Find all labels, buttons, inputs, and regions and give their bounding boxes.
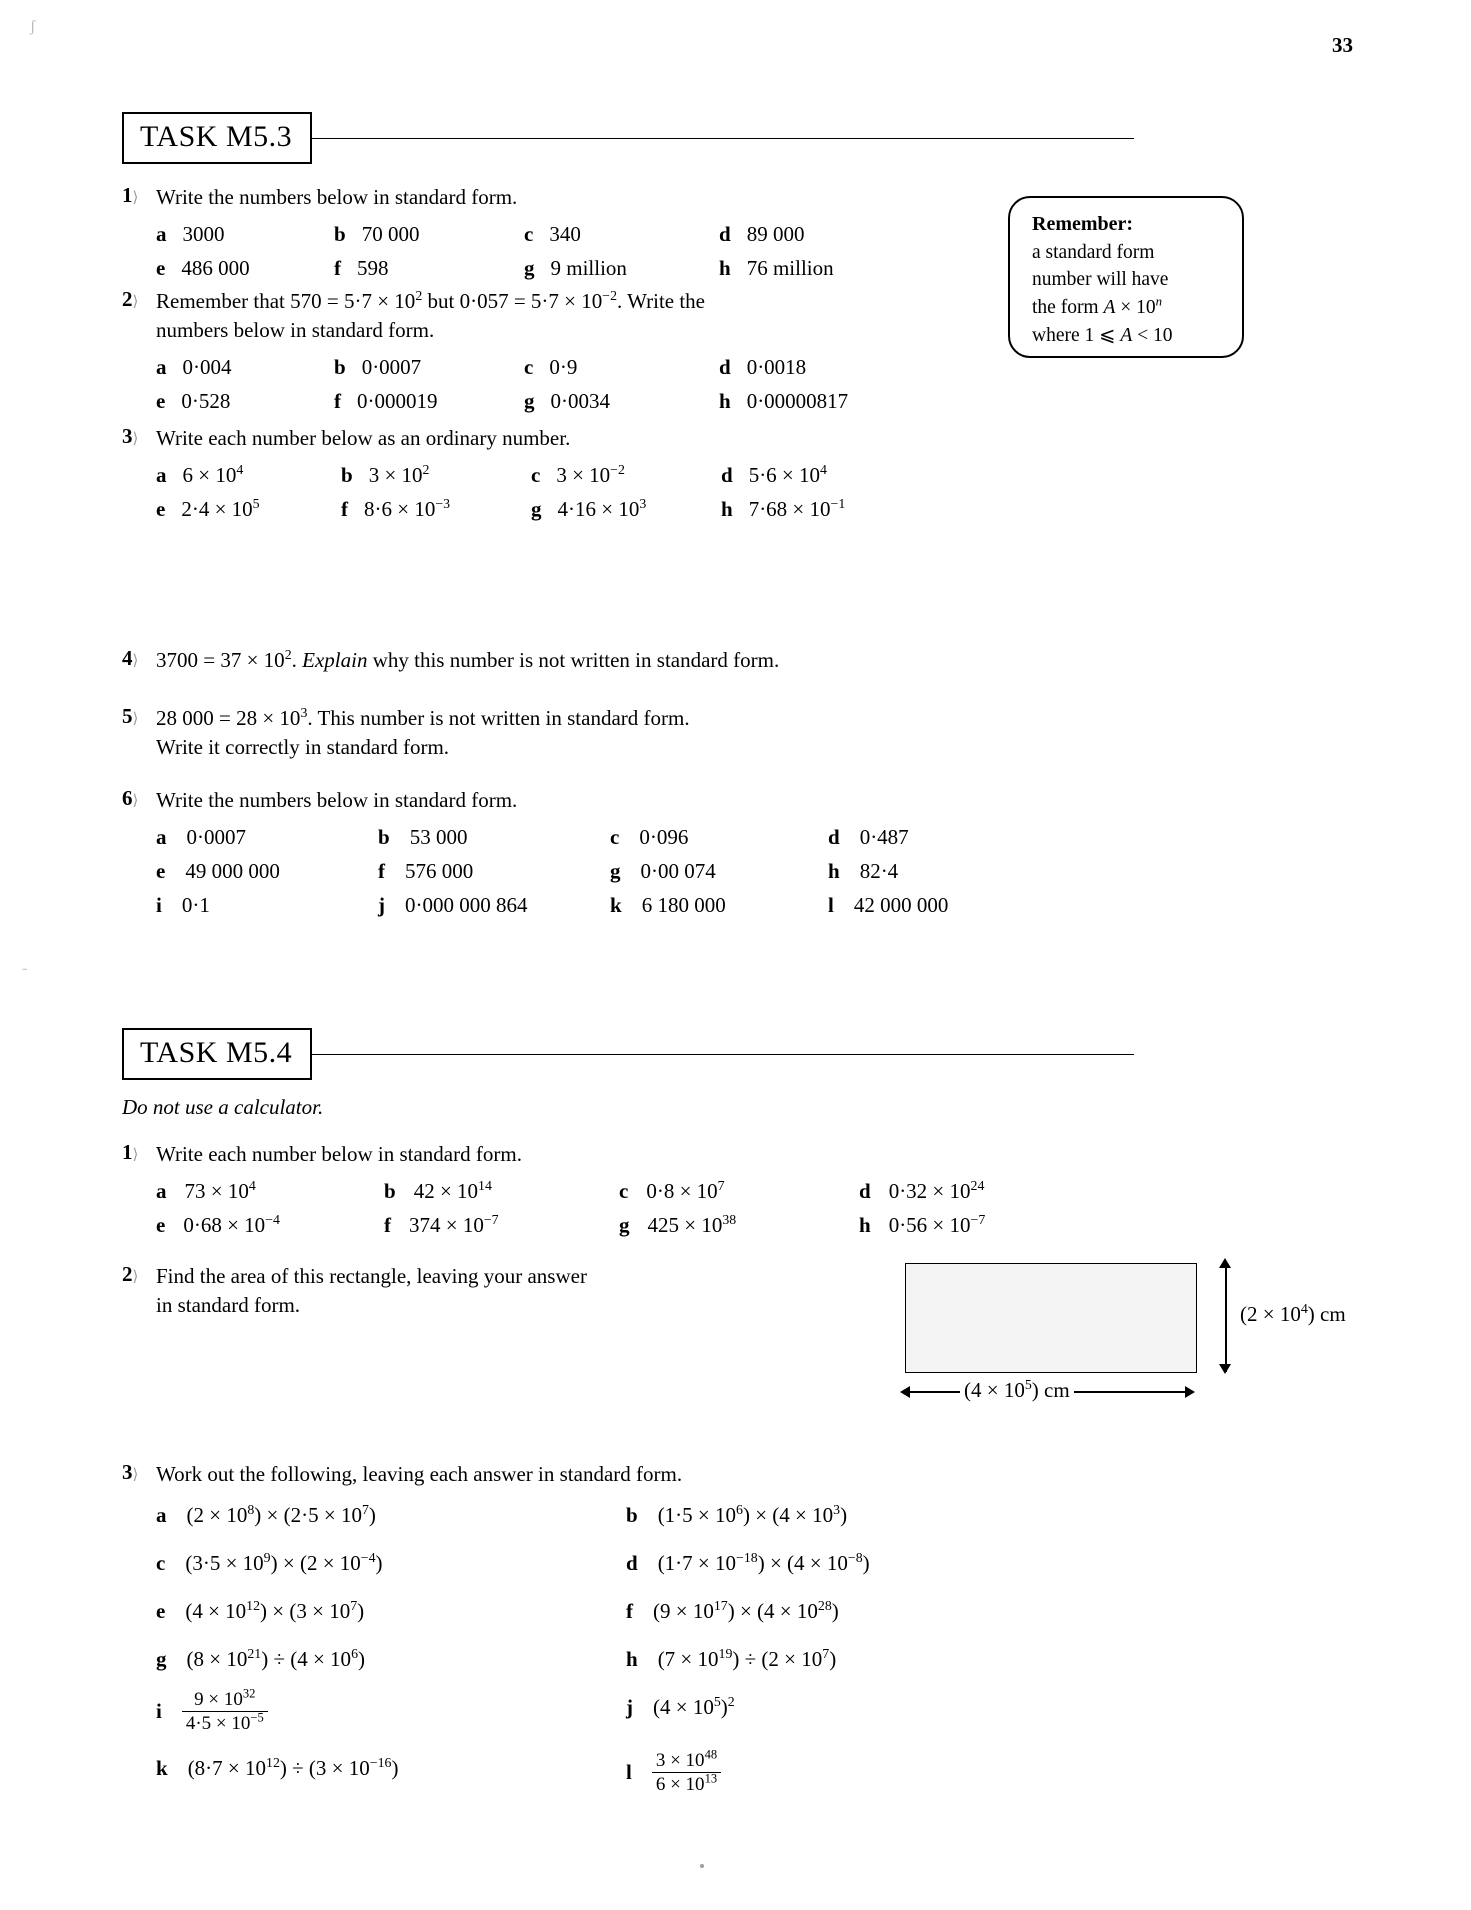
item-c: c $0\cdot 8 \times 10^7$	[619, 1177, 725, 1203]
item-expression: $(4 \times 10^{12}) \times (3 \times 10^7)$	[185, 1598, 365, 1623]
question-2-m53	[122, 287, 1022, 418]
item-f	[626, 1594, 1096, 1628]
task-title-m53: TASK M5.3	[122, 112, 312, 164]
item-f: f $374 \times 10^{-7}$	[384, 1211, 499, 1237]
question-1-m53	[122, 183, 1022, 285]
remember-line-3: the form $A \times 10^n$	[1032, 294, 1163, 319]
question-number: 5⟩	[122, 704, 139, 728]
item-label: a	[156, 1502, 167, 1527]
item-b: b $3 \times 10^2$	[341, 461, 430, 487]
arrow-up-icon	[1219, 1258, 1231, 1268]
item-e: e 486 000	[156, 255, 250, 280]
item-g: g $425 \times 10^{38}$	[619, 1211, 737, 1237]
item-e	[156, 1594, 626, 1628]
item-h: h 82·4	[828, 858, 899, 883]
question-stem-line1: Remember that $570 = 5\cdot 7 \times 10^2$ but $0\cdot 057 = 5\cdot 7 \times 10^{-2}$. Write the	[156, 288, 706, 313]
answer-grid-m54-q3	[156, 1498, 1096, 1798]
item-expression: $(4 \times 10^5)^2$	[653, 1694, 735, 1720]
item-h: h 0·00000817	[719, 388, 849, 413]
arrow-left-icon	[900, 1386, 910, 1398]
item-k	[156, 1751, 626, 1798]
rectangle-diagram	[900, 1258, 1346, 1438]
item-expression: $(8\cdot 7 \times 10^{12}) \div (3 \times 10^{-16})$	[187, 1754, 399, 1780]
answer-grid-q1	[156, 217, 919, 285]
question-stem-line2: Write it correctly in standard form.	[156, 734, 450, 759]
item-c	[156, 1546, 626, 1580]
item-d: d $0\cdot 32 \times 10^{24}$	[859, 1177, 985, 1203]
question-stem: Write the numbers below in standard form.	[156, 788, 518, 812]
remember-line-2: number will have	[1032, 269, 1169, 291]
item-c: c $3 \times 10^{-2}$	[531, 461, 625, 487]
item-a: a $6 \times 10^4$	[156, 461, 244, 487]
item-expression: $(2 \times 10^8) \times (2\cdot 5 \times 10^7)$	[186, 1501, 376, 1527]
height-dimension-line	[1225, 1262, 1227, 1372]
item-a: a $73 \times 10^4$	[156, 1177, 256, 1203]
question-stem: $3700 = 37 \times 10^2$. Explain why this number is not written in standard form.	[156, 647, 780, 672]
question-stem-line2: numbers below in standard form.	[156, 317, 435, 342]
question-3-m54	[122, 1460, 1182, 1798]
item-f: f $8\cdot 6 \times 10^{-3}$	[341, 495, 451, 521]
item-d: d $5\cdot 6 \times 10^4$	[721, 461, 827, 487]
item-g	[156, 1642, 626, 1676]
item-expression: $(9 \times 10^{17}) \times (4 \times 10^{28})$	[653, 1598, 839, 1623]
arrow-right-icon	[1185, 1386, 1195, 1398]
item-j	[626, 1690, 1096, 1737]
question-6-m53	[122, 786, 1102, 922]
item-label: i	[156, 1699, 162, 1724]
item-a: a 3000	[156, 221, 225, 246]
item-g: g 0·0034	[524, 388, 610, 413]
item-expression: $(1\cdot 5 \times 10^6) \times (4 \times 10^3)$	[657, 1501, 848, 1527]
item-expression: $\frac{3 \times 10^{48}}{6 \times 10^{13}}$	[652, 1751, 721, 1798]
item-g: g $4\cdot 16 \times 10^3$	[531, 495, 647, 521]
height-label: $(2 \times 10^4)$ cm	[1240, 1301, 1346, 1326]
question-stem: Write the numbers below in standard form.	[156, 185, 518, 209]
item-d: d 0·0018	[719, 354, 807, 379]
question-number: 3⟩	[122, 424, 139, 448]
question-number: 1⟩	[122, 183, 139, 207]
item-h: h 76 million	[719, 255, 834, 280]
item-b: b 0·0007	[334, 354, 422, 379]
item-i: i 0·1	[156, 893, 210, 917]
item-f: f 598	[334, 255, 389, 280]
item-expression: $(8 \times 10^{21}) \div (4 \times 10^6)$	[186, 1646, 365, 1672]
question-stem: Write each number below in standard form.	[156, 1142, 522, 1166]
item-i	[156, 1686, 626, 1737]
question-stem: Write each number below as an ordinary number.	[156, 426, 571, 450]
question-2-m54	[122, 1262, 822, 1320]
item-label: c	[156, 1550, 166, 1575]
scan-artifact-mark: ʃ	[30, 18, 36, 35]
item-e: e 49 000 000	[156, 858, 280, 883]
question-stem: Work out the following, leaving each answer in standard form.	[156, 1462, 683, 1486]
item-d: d 89 000	[719, 221, 805, 246]
item-label: e	[156, 1599, 166, 1623]
answer-grid-q3	[156, 458, 921, 526]
item-d: d 0·487	[828, 824, 909, 849]
task-header-m53	[122, 112, 1134, 164]
remember-line-1: a standard form	[1032, 241, 1155, 263]
item-l: l 42 000 000	[828, 893, 949, 917]
arrow-down-icon	[1219, 1364, 1231, 1374]
item-g: g 0·00 074	[610, 858, 716, 883]
item-l	[626, 1747, 1096, 1798]
item-c: c 340	[524, 221, 581, 246]
remember-title: Remember:	[1032, 213, 1134, 235]
item-b: b $42 \times 10^{14}$	[384, 1177, 492, 1203]
item-e: e $0\cdot 68 \times 10^{-4}$	[156, 1211, 280, 1237]
item-label: k	[156, 1755, 168, 1780]
item-h	[626, 1642, 1096, 1676]
width-label: $(4 \times 10^5)$ cm	[960, 1378, 1074, 1403]
question-number: 2⟩	[122, 1262, 139, 1286]
question-number: 4⟩	[122, 646, 139, 670]
question-number: 6⟩	[122, 786, 139, 810]
scan-artifact-mark-2: -	[22, 960, 28, 977]
item-expression: $(3\cdot 5 \times 10^9) \times (2 \times 10^{-4})$	[185, 1549, 383, 1575]
question-stem-line1: Find the area of this rectangle, leaving your answer	[156, 1264, 587, 1288]
item-label: d	[626, 1550, 638, 1575]
calculator-note: Do not use a calculator.	[122, 1095, 324, 1119]
item-expression: $\frac{9 \times 10^{32}}{4\cdot 5 \times 10^{-5}}$	[182, 1690, 268, 1737]
item-c: c 0·096	[610, 824, 689, 849]
item-h: h $0\cdot 56 \times 10^{-7}$	[859, 1211, 986, 1237]
item-e: e 0·528	[156, 388, 231, 413]
item-label: j	[626, 1695, 633, 1720]
item-label: g	[156, 1647, 167, 1672]
item-b: b 70 000	[334, 221, 420, 246]
item-d	[626, 1546, 1096, 1580]
answer-grid-q2	[156, 350, 919, 418]
item-b	[626, 1498, 1096, 1532]
item-j: j 0·000 000 864	[378, 893, 528, 917]
scan-artifact-dot	[700, 1864, 704, 1868]
answer-grid-m54-q1	[156, 1174, 1109, 1242]
task-title-m54: TASK M5.4	[122, 1028, 312, 1080]
question-number: 3⟩	[122, 1460, 139, 1484]
item-f: f 576 000	[378, 858, 474, 883]
question-4-m53	[122, 646, 1102, 675]
task-rule-m54	[310, 1054, 1134, 1055]
question-stem-line1: 28 $000 = 28 \times 10^3$. This number is not written in standard form.	[156, 705, 690, 730]
question-3-m53	[122, 424, 1022, 526]
remember-callout-box	[1008, 196, 1244, 358]
item-label: l	[626, 1760, 632, 1785]
item-c: c 0·9	[524, 354, 578, 379]
question-1-m54	[122, 1140, 1182, 1242]
question-number: 1⟩	[122, 1140, 139, 1164]
item-a: a 0·0007	[156, 824, 246, 849]
rectangle-shape	[905, 1263, 1197, 1373]
task-rule-m53	[310, 138, 1134, 139]
answer-grid-q6	[156, 820, 1038, 922]
item-label: b	[626, 1502, 638, 1527]
task-header-m54	[122, 1028, 1134, 1080]
item-a: a 0·004	[156, 354, 232, 379]
item-label: h	[626, 1647, 638, 1672]
item-k: k 6 180 000	[610, 893, 726, 917]
item-h: h $7\cdot 68 \times 10^{-1}$	[721, 495, 846, 521]
question-5-m53	[122, 704, 1102, 762]
item-expression: $(1\cdot 7 \times 10^{-18}) \times (4 \times 10^{-8})$	[657, 1549, 870, 1575]
remember-line-4: where 1 ⩽ A < 10	[1032, 324, 1173, 346]
question-number: 2⟩	[122, 287, 139, 311]
question-stem-line2: in standard form.	[156, 1292, 301, 1317]
item-expression: $(7 \times 10^{19}) \div (2 \times 10^7)$	[657, 1646, 837, 1672]
item-a	[156, 1498, 626, 1532]
item-label: f	[626, 1599, 633, 1623]
item-b: b 53 000	[378, 824, 468, 849]
page-number: 33	[1332, 33, 1353, 57]
item-g: g 9 million	[524, 255, 627, 280]
item-f: f 0·000019	[334, 388, 438, 413]
item-e: e $2\cdot 4 \times 10^5$	[156, 495, 260, 521]
